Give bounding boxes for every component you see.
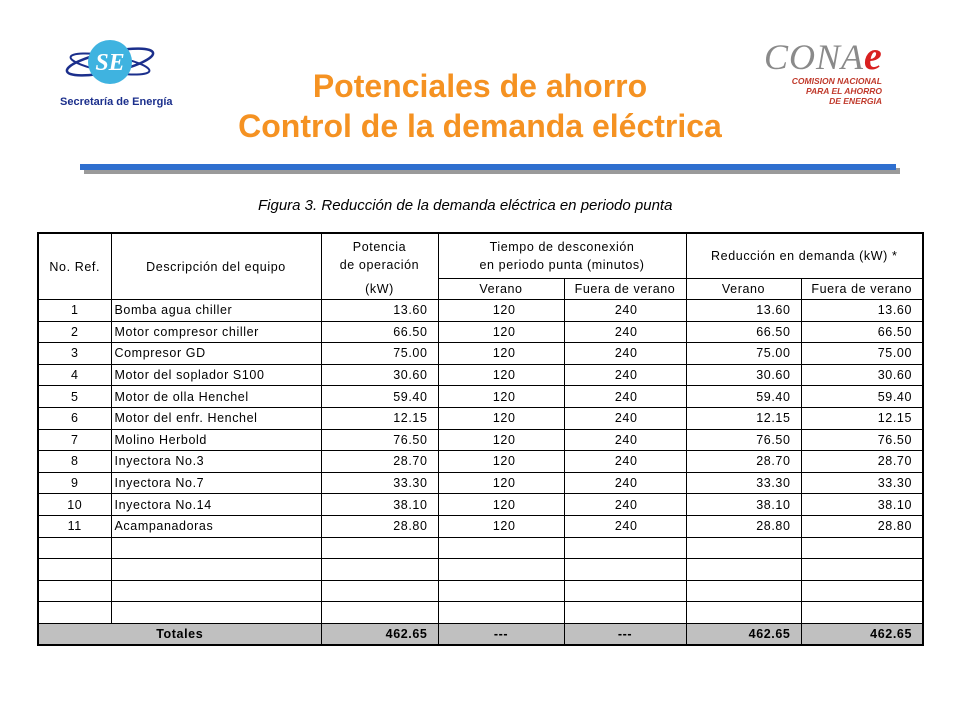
empty-cell	[801, 580, 923, 602]
empty-cell	[564, 602, 686, 624]
totals-reduccion-fuera: 462.65	[801, 623, 923, 645]
cell-descripcion: Motor compresor chiller	[111, 321, 321, 343]
cell-tiempo-fuera: 240	[564, 343, 686, 365]
empty-cell	[686, 602, 801, 624]
title-line-1: Potenciales de ahorro	[312, 68, 648, 104]
table-row	[38, 494, 923, 516]
cell-reduccion-fuera: 30.60	[801, 364, 923, 386]
conae-tag-line-3: DE ENERGIA	[829, 96, 882, 106]
empty-cell	[438, 537, 564, 559]
empty-cell	[564, 580, 686, 602]
cell-descripcion: Compresor GD	[111, 343, 321, 365]
cell-reduccion-fuera: 13.60	[801, 300, 923, 322]
header-tiempo	[438, 233, 686, 279]
table-row	[38, 343, 923, 365]
header-tiempo-verano: Verano	[438, 279, 564, 300]
cell-no-ref: 3	[38, 343, 111, 365]
title-line-2: Control de la demanda eléctrica	[238, 108, 722, 144]
conae-tag-line-2: PARA EL AHORRO	[805, 86, 882, 96]
cell-reduccion-verano: 38.10	[686, 494, 801, 516]
cell-reduccion-fuera: 33.30	[801, 472, 923, 494]
cell-reduccion-fuera: 75.00	[801, 343, 923, 365]
empty-cell	[321, 537, 438, 559]
header-potencia	[321, 233, 438, 279]
cell-no-ref: 9	[38, 472, 111, 494]
cell-reduccion-verano: 66.50	[686, 321, 801, 343]
table-row	[38, 300, 923, 322]
cell-tiempo-fuera: 240	[564, 451, 686, 473]
empty-cell	[38, 580, 111, 602]
cell-tiempo-fuera: 240	[564, 386, 686, 408]
empty-cell	[564, 559, 686, 581]
cell-descripcion: Inyectora No.7	[111, 472, 321, 494]
cell-reduccion-fuera: 28.80	[801, 515, 923, 537]
cell-reduccion-fuera: 76.50	[801, 429, 923, 451]
empty-row	[38, 602, 923, 624]
cell-tiempo-verano: 120	[438, 321, 564, 343]
cell-descripcion: Motor del enfr. Henchel	[111, 407, 321, 429]
header-descripcion: Descripción del equipo	[111, 233, 321, 300]
cell-reduccion-verano: 76.50	[686, 429, 801, 451]
cell-potencia: 13.60	[321, 300, 438, 322]
header-potencia-l1: Potencia	[352, 240, 407, 255]
totals-tiempo-fuera: ---	[564, 623, 686, 645]
cell-descripcion: Motor de olla Henchel	[111, 386, 321, 408]
cell-potencia: 33.30	[321, 472, 438, 494]
table-row	[38, 364, 923, 386]
cell-no-ref: 6	[38, 407, 111, 429]
empty-cell	[111, 580, 321, 602]
empty-cell	[111, 537, 321, 559]
cell-tiempo-fuera: 240	[564, 429, 686, 451]
conae-word-main: CONA	[764, 37, 865, 77]
cell-tiempo-verano: 120	[438, 386, 564, 408]
empty-row	[38, 559, 923, 581]
table-row	[38, 321, 923, 343]
cell-reduccion-fuera: 38.10	[801, 494, 923, 516]
cell-no-ref: 1	[38, 300, 111, 322]
header-reduccion-fuera: Fuera de verano	[801, 279, 923, 300]
empty-cell	[801, 537, 923, 559]
cell-tiempo-fuera: 240	[564, 407, 686, 429]
cell-tiempo-verano: 120	[438, 429, 564, 451]
demand-reduction-table	[37, 232, 922, 646]
totals-tiempo-verano: ---	[438, 623, 564, 645]
header-tiempo-fuera: Fuera de verano	[564, 279, 686, 300]
cell-no-ref: 10	[38, 494, 111, 516]
cell-reduccion-fuera: 12.15	[801, 407, 923, 429]
se-mark: SE	[95, 50, 125, 76]
cell-no-ref: 4	[38, 364, 111, 386]
table-row	[38, 429, 923, 451]
table-row	[38, 407, 923, 429]
empty-cell	[321, 559, 438, 581]
cell-potencia: 59.40	[321, 386, 438, 408]
table-row	[38, 451, 923, 473]
cell-descripcion: Molino Herbold	[111, 429, 321, 451]
cell-reduccion-verano: 59.40	[686, 386, 801, 408]
cell-potencia: 30.60	[321, 364, 438, 386]
cell-tiempo-fuera: 240	[564, 364, 686, 386]
empty-cell	[321, 602, 438, 624]
header-reduccion: Reducción en demanda (kW) *	[686, 233, 923, 279]
empty-cell	[438, 580, 564, 602]
empty-cell	[686, 537, 801, 559]
empty-cell	[686, 580, 801, 602]
cell-potencia: 66.50	[321, 321, 438, 343]
cell-no-ref: 2	[38, 321, 111, 343]
cell-no-ref: 11	[38, 515, 111, 537]
conae-tag-line-1: COMISION NACIONAL	[791, 76, 882, 86]
cell-reduccion-verano: 30.60	[686, 364, 801, 386]
empty-cell	[38, 537, 111, 559]
cell-no-ref: 7	[38, 429, 111, 451]
empty-cell	[111, 602, 321, 624]
cell-tiempo-verano: 120	[438, 494, 564, 516]
cell-descripcion: Bomba agua chiller	[111, 300, 321, 322]
empty-cell	[38, 602, 111, 624]
cell-potencia: 12.15	[321, 407, 438, 429]
cell-reduccion-verano: 33.30	[686, 472, 801, 494]
header-tiempo-l1: Tiempo de desconexión	[489, 240, 635, 254]
figure-caption: Figura 3. Reducción de la demanda eléctrica en periodo punta	[258, 197, 673, 214]
empty-cell	[321, 580, 438, 602]
cell-tiempo-verano: 120	[438, 472, 564, 494]
header-reduccion-verano: Verano	[686, 279, 801, 300]
cell-potencia: 28.80	[321, 515, 438, 537]
cell-tiempo-fuera: 240	[564, 472, 686, 494]
header-potencia-unit: (kW)	[321, 279, 438, 300]
empty-cell	[801, 559, 923, 581]
totals-reduccion-verano: 462.65	[686, 623, 801, 645]
cell-reduccion-verano: 12.15	[686, 407, 801, 429]
header-tiempo-l2: en periodo punta (minutos)	[479, 258, 645, 272]
totals-potencia: 462.65	[321, 623, 438, 645]
cell-tiempo-fuera: 240	[564, 300, 686, 322]
empty-cell	[686, 559, 801, 581]
empty-cell	[38, 559, 111, 581]
cell-potencia: 75.00	[321, 343, 438, 365]
cell-potencia: 28.70	[321, 451, 438, 473]
header-potencia-l2: de operación	[339, 258, 420, 273]
table-row	[38, 386, 923, 408]
cell-tiempo-verano: 120	[438, 515, 564, 537]
cell-reduccion-fuera: 28.70	[801, 451, 923, 473]
table-row	[38, 472, 923, 494]
empty-row	[38, 580, 923, 602]
cell-potencia: 76.50	[321, 429, 438, 451]
cell-descripcion: Inyectora No.14	[111, 494, 321, 516]
conae-word-e: e	[864, 33, 883, 78]
cell-potencia: 38.10	[321, 494, 438, 516]
cell-no-ref: 8	[38, 451, 111, 473]
cell-reduccion-verano: 13.60	[686, 300, 801, 322]
secretaria-caption: Secretaría de Energía	[60, 96, 173, 108]
cell-reduccion-fuera: 59.40	[801, 386, 923, 408]
empty-row	[38, 537, 923, 559]
cell-no-ref: 5	[38, 386, 111, 408]
cell-tiempo-verano: 120	[438, 300, 564, 322]
totals-row	[38, 623, 923, 645]
table-row	[38, 515, 923, 537]
cell-tiempo-fuera: 240	[564, 494, 686, 516]
empty-cell	[111, 559, 321, 581]
cell-descripcion: Inyectora No.3	[111, 451, 321, 473]
cell-tiempo-verano: 120	[438, 364, 564, 386]
empty-cell	[438, 602, 564, 624]
slide-title	[130, 66, 830, 146]
empty-cell	[801, 602, 923, 624]
empty-cell	[564, 537, 686, 559]
cell-tiempo-verano: 120	[438, 407, 564, 429]
totals-label: Totales	[38, 623, 321, 645]
cell-tiempo-fuera: 240	[564, 515, 686, 537]
cell-reduccion-verano: 28.70	[686, 451, 801, 473]
empty-cell	[438, 559, 564, 581]
cell-reduccion-verano: 75.00	[686, 343, 801, 365]
cell-reduccion-fuera: 66.50	[801, 321, 923, 343]
cell-descripcion: Acampanadoras	[111, 515, 321, 537]
cell-tiempo-fuera: 240	[564, 321, 686, 343]
header-no-ref: No. Ref.	[38, 233, 111, 300]
title-underline	[80, 164, 896, 170]
cell-descripcion: Motor del soplador S100	[111, 364, 321, 386]
cell-reduccion-verano: 28.80	[686, 515, 801, 537]
cell-tiempo-verano: 120	[438, 343, 564, 365]
cell-tiempo-verano: 120	[438, 451, 564, 473]
